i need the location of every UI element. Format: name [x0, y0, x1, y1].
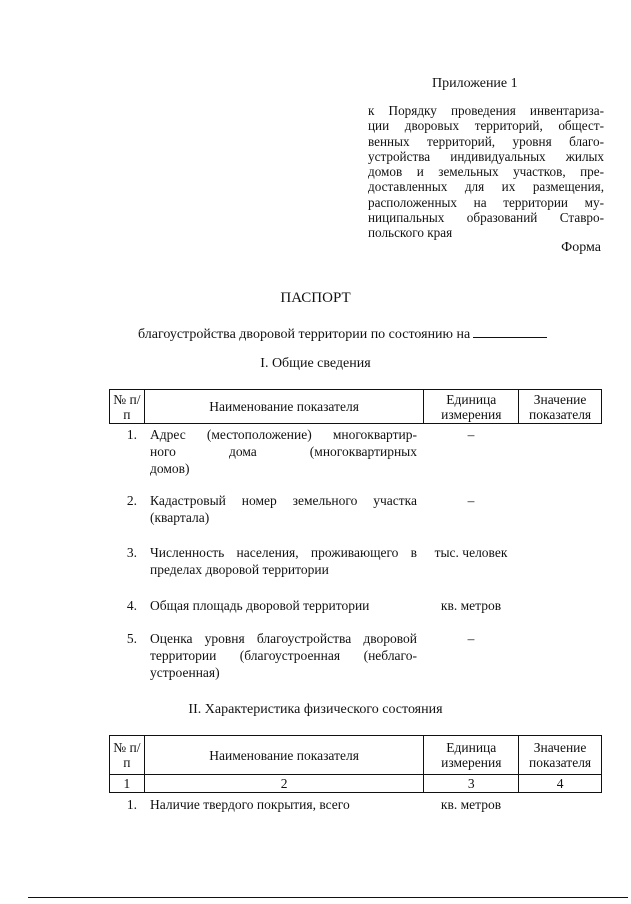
header-indicator-name: Наименование показателя	[144, 390, 424, 424]
appendix-line: польского края	[368, 225, 453, 241]
name-line: Адрес (местоположение) многоквартир-	[150, 427, 417, 442]
appendix-line: доставленных для их размещения,	[368, 179, 604, 195]
appendix-line: венных территорий, уровня благо-	[368, 133, 604, 149]
name-line: домов)	[150, 461, 190, 476]
row-unit: кв. метров	[440, 797, 502, 812]
section-2-table-header	[109, 735, 602, 793]
name-line: (квартала)	[150, 510, 210, 525]
section-1-title: I. Общие сведения	[260, 356, 371, 371]
appendix-line: ции дворовых территорий, общест-	[368, 118, 604, 134]
passport-subtitle-text: благоустройства дворовой территории по состоянию на	[138, 327, 471, 342]
appendix-line: расположенных на территории му-	[368, 194, 604, 210]
passport-subtitle	[138, 325, 547, 343]
row-indicator-name	[150, 492, 417, 526]
row-number: 2.	[126, 493, 137, 508]
row-unit: –	[467, 493, 475, 508]
name-line: Кадастровый номер земельного участка	[150, 493, 417, 508]
name-line: Наличие твердого покрытия, всего	[150, 797, 350, 812]
row-indicator-name	[150, 544, 417, 578]
row-indicator-name	[150, 597, 417, 614]
appendix-line: ниципальных образований Ставро-	[368, 210, 604, 226]
passport-title: ПАСПОРТ	[280, 290, 351, 306]
form-label: Форма	[561, 240, 601, 255]
column-number: 1	[110, 775, 145, 793]
row-number: 5.	[126, 631, 137, 646]
name-line: территории (благоустроенная (неблаго-	[150, 648, 417, 663]
page-bottom-rule	[28, 897, 628, 898]
name-line: ного дома (многоквартирных	[150, 444, 417, 459]
column-number: 3	[424, 775, 519, 793]
row-number: 4.	[126, 598, 137, 613]
row-number: 3.	[126, 545, 137, 560]
name-line: Численность населения, проживающего в	[150, 545, 417, 560]
header-unit: Единица измерения	[424, 736, 519, 775]
appendix-line: к Порядку проведения инвентаризa-	[368, 103, 604, 118]
header-number: № п/п	[110, 736, 145, 775]
appendix-line: устройства индивидуальных жилых	[368, 148, 604, 164]
name-line: Общая площадь дворовой территории	[150, 598, 370, 613]
header-indicator-name: Наименование показателя	[144, 736, 424, 775]
column-number: 4	[519, 775, 602, 793]
column-number: 2	[144, 775, 424, 793]
appendix-line: домов и земельных участков, пре-	[368, 164, 604, 180]
header-number: № п/п	[110, 390, 145, 424]
row-indicator-name	[150, 426, 417, 477]
appendix-title: Приложение 1	[432, 76, 518, 91]
row-number: 1.	[126, 427, 137, 442]
header-value: Значение показателя	[519, 390, 602, 424]
row-indicator-name	[150, 796, 417, 813]
name-line: устроенная)	[150, 665, 220, 680]
row-unit: кв. метров	[440, 598, 502, 613]
header-unit: Единица измерения	[424, 390, 519, 424]
row-number: 1.	[126, 797, 137, 812]
date-blank-field[interactable]	[473, 325, 547, 338]
name-line: Оценка уровня благоустройства дворовой	[150, 631, 417, 646]
appendix-text	[368, 103, 604, 241]
section-1-table-header	[109, 389, 602, 424]
header-value: Значение показателя	[519, 736, 602, 775]
name-line: пределах дворовой территории	[150, 562, 329, 577]
row-indicator-name	[150, 630, 417, 681]
section-2-title: II. Характеристика физического состояния	[188, 702, 443, 717]
row-unit: –	[467, 631, 475, 646]
row-unit: –	[467, 427, 475, 442]
row-unit: тыс. человек	[434, 545, 508, 560]
